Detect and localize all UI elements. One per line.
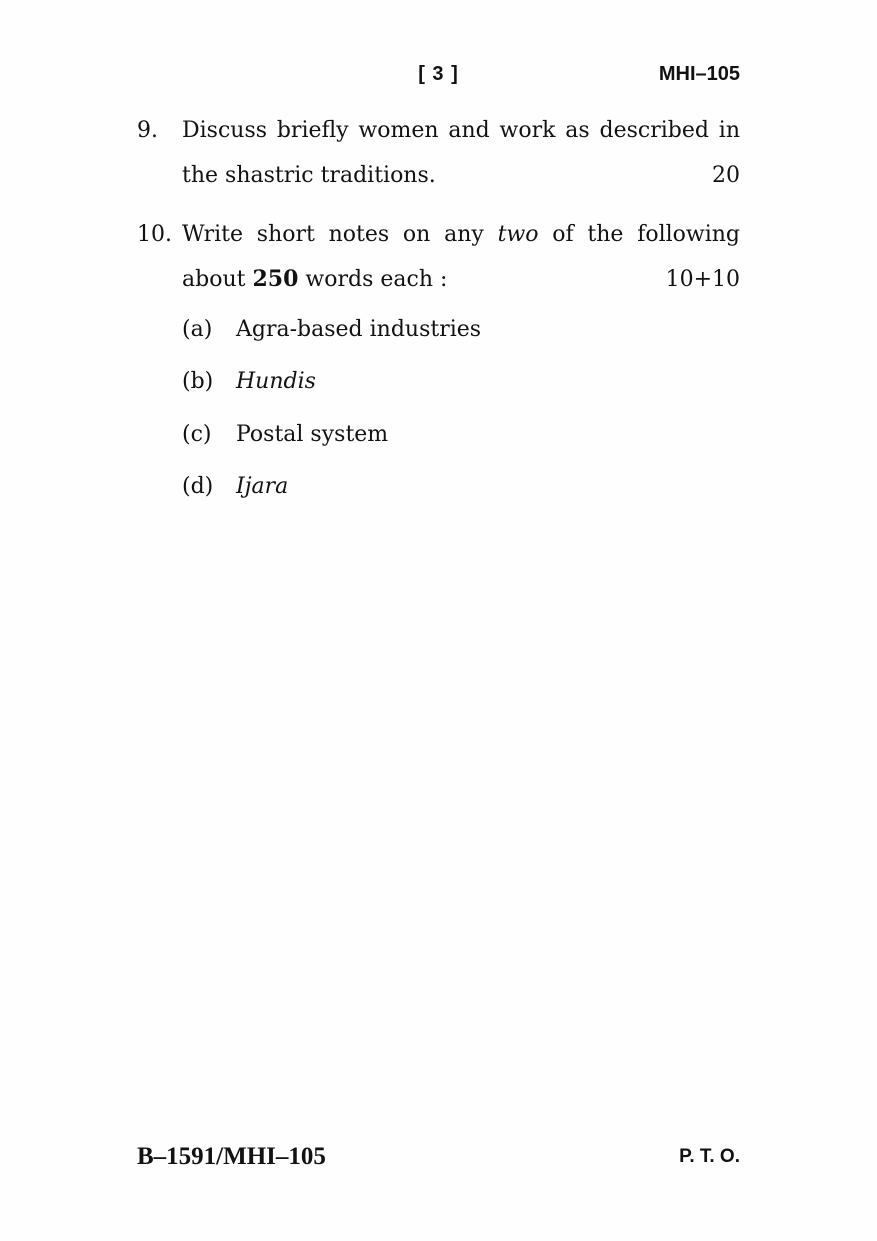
question-10-text-line-1 — [182, 212, 740, 257]
question-10-line2-before: about — [182, 267, 246, 292]
question-9-last-line — [182, 153, 740, 198]
booklet-code: B–1591/MHI–105 — [137, 1143, 326, 1170]
question-9 — [137, 108, 740, 198]
sub-item-b-text: Hundis — [236, 369, 316, 394]
sub-item-a — [182, 307, 481, 352]
question-9-marks: 20 — [712, 163, 740, 188]
question-10-line2-bold-word: 250 — [252, 266, 299, 292]
sub-item-c — [182, 412, 388, 457]
question-10-line1-after: of the following — [552, 222, 741, 247]
sub-item-d-label: (d) — [182, 474, 214, 499]
page-number: [ 3 ] — [418, 63, 459, 85]
question-10-marks: 10+10 — [665, 267, 740, 292]
sub-item-c-text: Postal system — [236, 422, 389, 447]
question-10-body — [182, 212, 740, 302]
question-9-body — [182, 108, 740, 198]
page-header — [137, 60, 740, 88]
sub-item-a-label: (a) — [182, 317, 213, 342]
sub-item-a-text: Agra-based industries — [236, 317, 482, 342]
question-10-line2-after: words each : — [305, 267, 448, 292]
question-10-text-line-2 — [182, 257, 447, 302]
page-turn-over-label: P. T. O. — [679, 1146, 740, 1167]
question-10-last-line — [182, 257, 740, 302]
question-10-line1-italic-word: two — [497, 222, 539, 247]
question-9-number: 9. — [137, 118, 158, 143]
sub-item-d-text: Ijara — [236, 474, 289, 499]
question-10-line1-before: Write short notes on any — [182, 222, 484, 247]
sub-item-d — [182, 464, 288, 509]
sub-item-b — [182, 359, 316, 404]
question-9-text-line-2: the shastric traditions. — [182, 163, 436, 188]
sub-item-c-label: (c) — [182, 422, 212, 447]
question-10 — [137, 212, 740, 302]
question-9-text-line-1: Discuss briefly women and work as described in — [182, 118, 740, 143]
page-footer — [137, 1141, 740, 1173]
sub-item-b-label: (b) — [182, 369, 214, 394]
paper-code: MHI–105 — [658, 63, 740, 85]
question-10-number: 10. — [137, 222, 172, 247]
